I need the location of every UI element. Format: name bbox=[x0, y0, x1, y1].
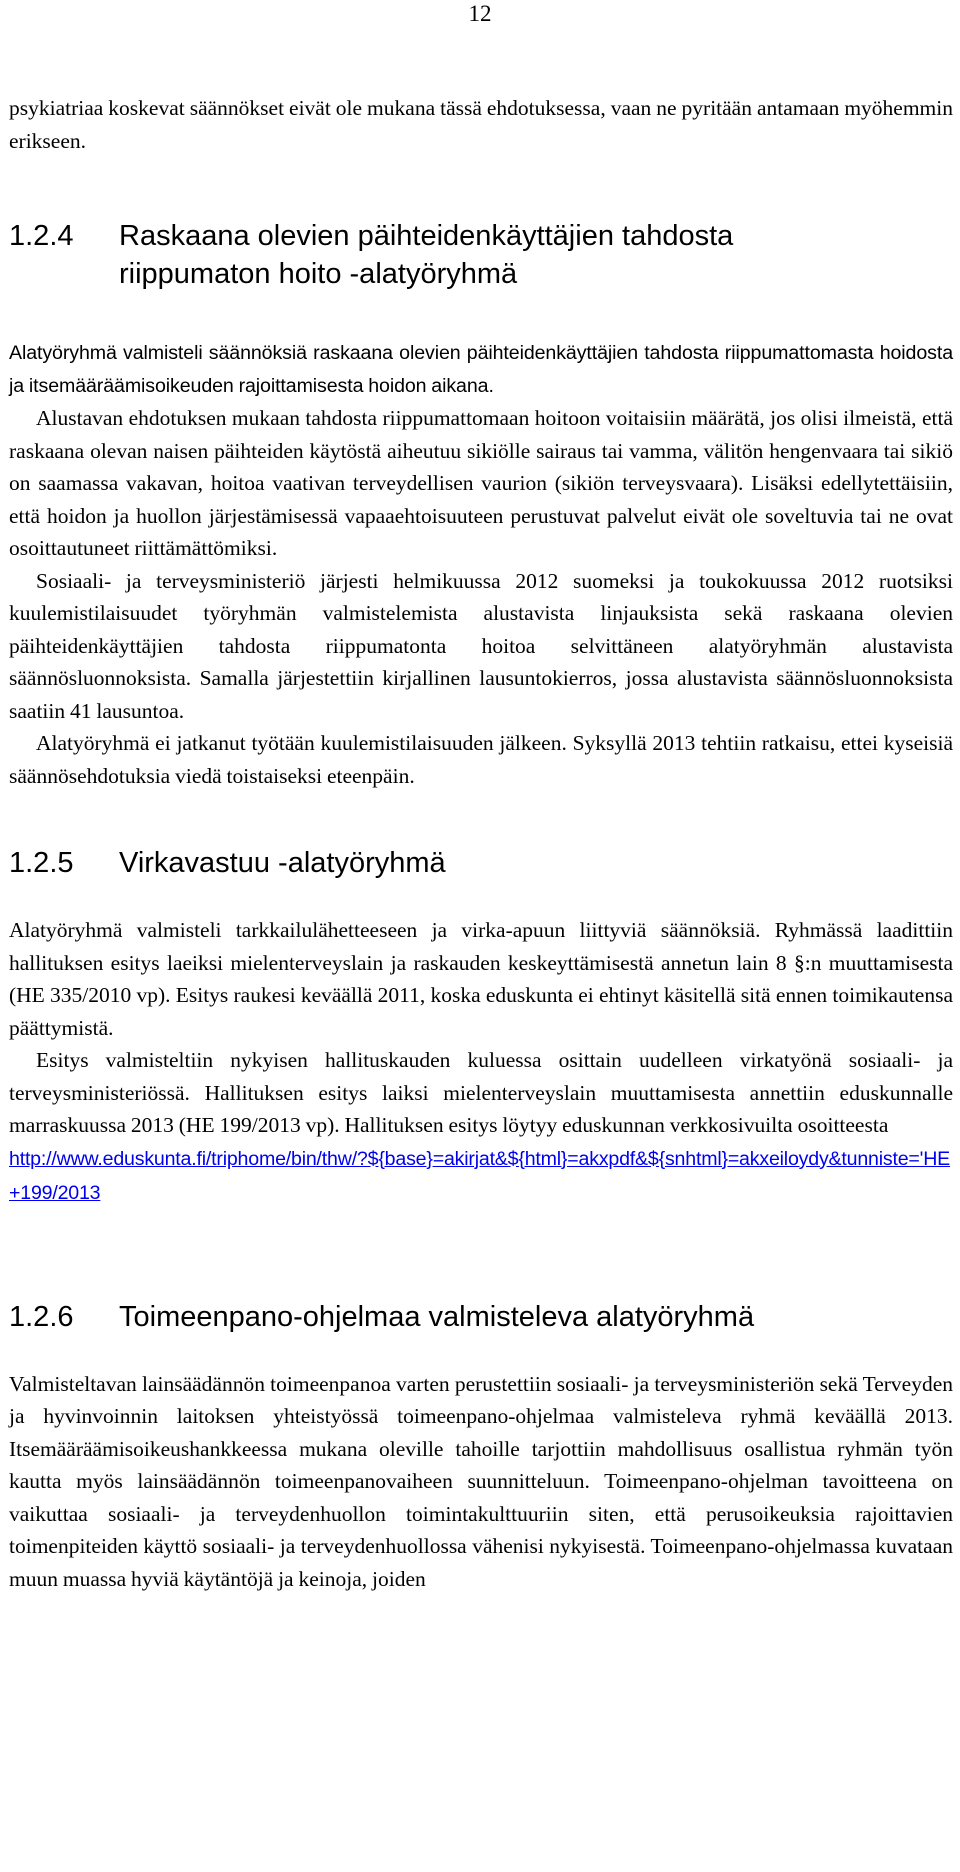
paragraph: Alatyöryhmä valmisteli säännöksiä raskaana olevien päihteidenkäyttäjien tahdosta riippumattomasta hoidosta ja itsemääräämisoikeuden rajoittamisesta hoidon aikana. bbox=[9, 342, 953, 397]
section-number: 1.2.5 bbox=[9, 847, 74, 879]
paragraph: Alustavan ehdotuksen mukaan tahdosta riippumattomaan hoitoon voitaisiin määrätä, jos olisi ilmeistä, että raskaana olevan naisen päihteiden käytöstä aiheutuu sikiölle sairaus tai vamma, välitön hengenvaara tai sikiö on saamassa vakavan, hoitoa vaativan terveydellisen vaurion (sikiön terveysvaara). Lisäksi edellytettäisiin, että hoidon ja huollon järjestämisessä vapaaehtoisuuteen perustuvat palvelut eivät ole soveltuvia tai ne ovat osoittautuneet riittämättömiksi. bbox=[9, 406, 953, 560]
section-heading-1-2-5 bbox=[9, 844, 953, 882]
section-title: Raskaana olevien päihteidenkäyttäjien tahdosta riippumaton hoito -alatyöryhmä bbox=[119, 220, 734, 290]
paragraph: Sosiaali- ja terveysministeriö järjesti helmikuussa 2012 suomeksi ja toukokuussa 2012 ruotsiksi kuulemistilaisuudet työryhmän valmistelemista alustavista linjauksista sekä raskaana olevien päihteidenkäyttäjien tahdosta riippumatonta hoitoa selvittäneen alatyöryhmän alustavista säännösluonnoksista. Samalla järjestettiin kirjallinen lausuntokierros, jossa alustavista säännösluonnoksista saatiin 41 lausuntoa. bbox=[9, 568, 953, 723]
section-title: Virkavastuu -alatyöryhmä bbox=[119, 847, 446, 879]
paragraph: Alatyöryhmä valmisteli tarkkailulähetteeseen ja virka-apuun liittyviä säännöksiä. Ryhmässä laadittiin hallituksen esitys laeiksi mielenterveyslain ja raskauden keskeyttämisestä annetun lain 8 §:n muuttamisesta (HE 335/2010 vp). Esitys raukesi keväällä 2011, koska eduskunta ei ehtinyt käsitellä sitä ennen toimikautensa päättymistä. bbox=[9, 918, 953, 1040]
eduskunta-link[interactable]: http://www.eduskunta.fi/triphome/bin/thw/?${base}=akirjat&${html}=akxpdf&${snhtml}=akxeiloydy&tunniste='HE+199/2013 bbox=[9, 1147, 951, 1204]
page-number: 12 bbox=[468, 1, 492, 26]
section-heading-1-2-6 bbox=[9, 1298, 953, 1336]
section-title: Toimeenpano-ohjelmaa valmisteleva alatyöryhmä bbox=[119, 1300, 755, 1333]
document-body bbox=[9, 92, 953, 1595]
paragraph: Esitys valmisteltiin nykyisen hallituskauden kuluessa osittain uudelleen virkatyönä sosiaali- ja terveysministeriössä. Hallituksen esitys laiksi mielenterveyslain muuttamisesta annettiin eduskunnalle marraskuussa 2013 (HE 199/2013 vp). Hallituksen esitys löytyy eduskunnan verkkosivuilta osoitteesta bbox=[9, 1048, 953, 1137]
section-heading-1-2-4 bbox=[9, 217, 953, 293]
paragraph: Valmisteltavan lainsäädännön toimeenpanoa varten perustettiin sosiaali- ja terveysministeriön sekä Terveyden ja hyvinvoinnin laitoksen yhteistyössä toimeenpano-ohjelmaa valmisteleva ryhmä keväällä 2013. Itsemääräämisoikeushankkeessa mukana oleville tahoille tarjottiin mahdollisuus osallistua ryhmän työn kautta myös lainsäädännön toimeenpanovaiheen suunnitteluun. Toimeenpano-ohjelman tavoitteena on vaikuttaa sosiaali- ja terveydenhuollon toimintakulttuuriin siten, että perusoikeuksia rajoittavien toimenpiteiden käyttö sosiaali- ja terveydenhuollossa vähenisi nykyisestä. Toimeenpano-ohjelmassa kuvataan muun muassa hyviä käytäntöjä ja keinoja, joiden bbox=[9, 1371, 953, 1591]
section-number: 1.2.4 bbox=[9, 220, 74, 252]
paragraph: Alatyöryhmä ei jatkanut työtään kuulemistilaisuuden jälkeen. Syksyllä 2013 tehtiin ratkaisu, ettei kyseisiä säännösehdotuksia viedä toistaiseksi eteenpäin. bbox=[9, 731, 953, 788]
section-number: 1.2.6 bbox=[9, 1300, 74, 1333]
intro-paragraph: psykiatriaa koskevat säännökset eivät ole mukana tässä ehdotuksessa, vaan ne pyritään antamaan myöhemmin erikseen. bbox=[9, 96, 953, 153]
